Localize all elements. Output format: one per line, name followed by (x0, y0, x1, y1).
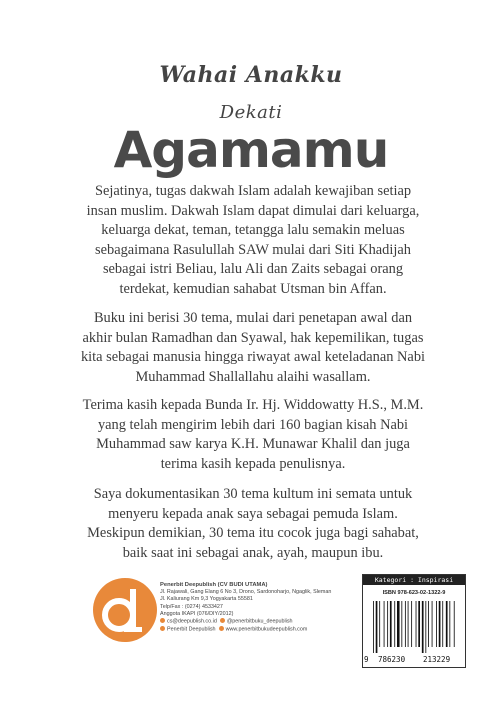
barcode-digit-first: 9 (364, 655, 369, 664)
barcode-bar (401, 601, 402, 647)
barcode-bar (432, 601, 433, 647)
barcode-bar (411, 601, 412, 647)
barcode-bar (454, 601, 455, 647)
barcode-bar (373, 601, 374, 653)
publisher-phone: Telp/Fax : (0274) 4533427 (160, 603, 223, 610)
barcode-icon (369, 601, 459, 655)
barcode-bar (428, 601, 429, 647)
title-line-1: Wahai Anakku (159, 62, 343, 88)
publisher-email[interactable]: cs@deepublish.co.id (167, 618, 217, 625)
barcode-bar (387, 601, 388, 647)
isbn-barcode-box (362, 574, 466, 668)
barcode-bar (436, 601, 437, 647)
barcode-bar (425, 601, 426, 653)
synopsis-paragraph-3: Terima kasih kepada Bunda Ir. Hj. Widdowatty H.S., M.M. yang telah mengirim lebih dari 160 bagian kisah Nabi Muhammad saw karya K.H. Munawar Khalil dan juga terima kasih kepada penulisnya. (82, 397, 424, 472)
barcode-bar (379, 601, 380, 647)
barcode-bar (376, 601, 378, 653)
publisher-member: Anggota IKAPI (076/DIY/2012) (160, 610, 234, 617)
publisher-name: Penerbit Deepublish (CV BUDI UTAMA) (160, 582, 268, 588)
barcode-bar (422, 601, 424, 653)
publisher-instagram[interactable]: @penerbitbuku_deepublish (226, 618, 293, 625)
barcode-bar (394, 601, 395, 647)
title-line-2: Dekati (219, 102, 283, 123)
globe-icon (219, 626, 224, 631)
barcode-bar (390, 601, 392, 647)
barcode-digits-right: 213229 (423, 655, 451, 664)
isbn-number: ISBN 978-623-02-1322-9 (382, 590, 446, 596)
publisher-logo-icon (92, 577, 158, 643)
barcode-bar (408, 601, 409, 647)
email-icon (160, 618, 165, 623)
publisher-website[interactable]: www.penerbitbukudeepublish.com (225, 626, 308, 633)
synopsis-paragraph-2: Buku ini berisi 30 tema, mulai dari penetapan awal dan akhir bulan Ramadhan dan Syawal, hak kepemilikan, tugas kita sebagai manusia hingga riwayat awal keteladanan Nabi Muhammad Shallallahu alaihi wasallam. (80, 310, 426, 385)
category-label: Kategori : Inspirasi (363, 575, 465, 585)
barcode-bar (449, 601, 450, 647)
barcode-bar (384, 601, 385, 647)
barcode-bar (397, 601, 400, 647)
title-line-3: Agamamu (113, 121, 389, 179)
barcode-bar (416, 601, 417, 647)
instagram-icon (220, 618, 225, 623)
barcode-bar (405, 601, 406, 647)
synopsis-paragraph-1: Sejatinya, tugas dakwah Islam adalah kewajiban setiap insan muslim. Dakwah Islam dapat dimulai dari keluarga, keluarga dekat, teman, tetangga lalu semakin meluas sebagaimana Rasulullah SAW mulai dari Siti Khadijah sebagai istri Beliau, lalu Ali dan Zaits sebagai orang terdekat, kemudian sahabat Utsman bin Affan. (86, 183, 420, 297)
publisher-address-1: Jl. Rajawali, Gang Elang 6 No 3, Drono, Sardonoharjo, Ngaglik, Sleman (160, 589, 332, 596)
barcode-bar (446, 601, 448, 647)
barcode-bar (418, 601, 420, 647)
barcode-digits-left: 786230 (378, 655, 406, 664)
publisher-address-2: Jl. Kaliurang Km 9,3 Yogyakarta 55581 (160, 596, 253, 603)
facebook-icon (160, 626, 165, 631)
publisher-info (160, 582, 360, 633)
synopsis-paragraph-4: Saya dokumentasikan 30 tema kultum ini semata untuk menyeru kepada anak saya sebagai pemuda Islam. Meskipun demikian, 30 tema itu cocok juga bagi sahabat, baik saat ini sebagai anak, ayah, maupun ibu. (87, 486, 419, 561)
barcode-bar (439, 601, 441, 647)
publisher-facebook[interactable]: Penerbit Deepublish (167, 626, 216, 633)
barcode-bar (442, 601, 443, 647)
